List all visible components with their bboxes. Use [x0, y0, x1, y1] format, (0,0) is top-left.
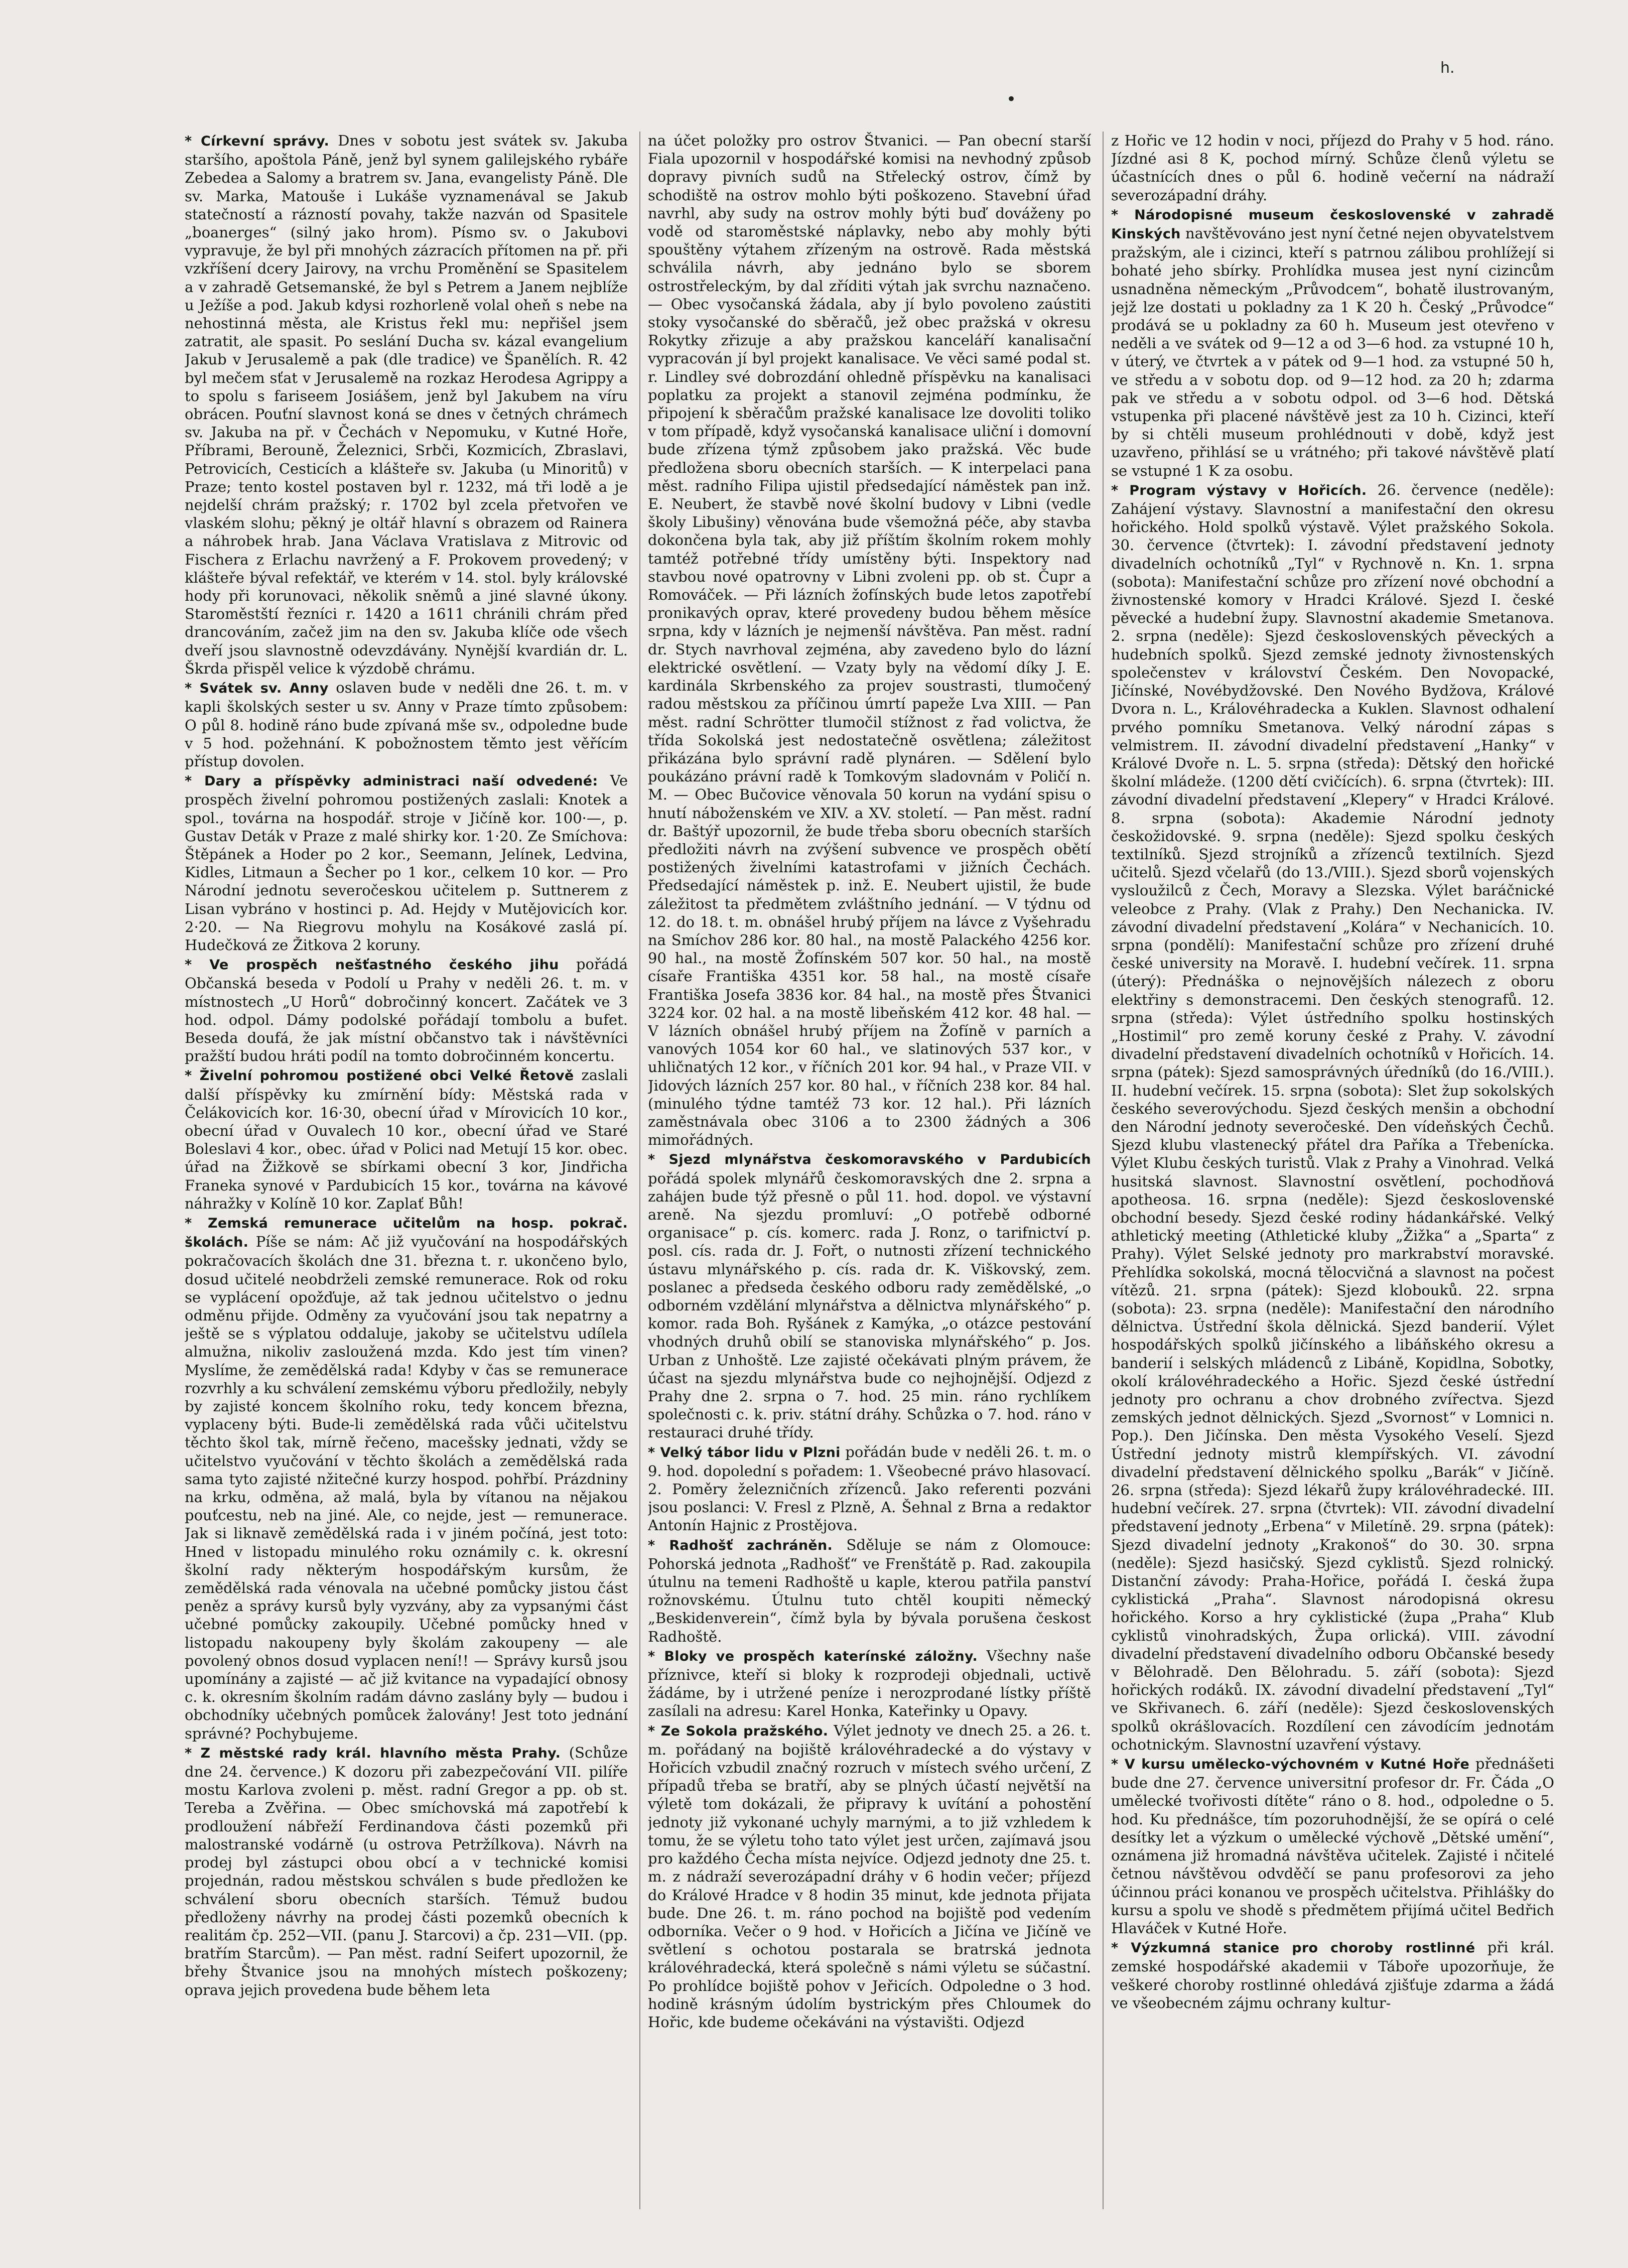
article-heading: * Z městské rady král. hlavního města Prahy. — [185, 1745, 561, 1761]
article-body-text: zaslali další příspěvky ku zmírnění bídy: Městská rada v Čelákovicích kor. 16·30, obecní úřad v Mírovicích 10 kor., obecní úřad v Ouvalech 10 kor., obecní úřad ve Staré Boleslavi 4 kor., obec. úřad v Polici nad Metují 15 kor. obec. úřad na Žižkově se sbírkami obecní 3 kor, Jindřicha Franeka synové v Pardubicích 15 kor., továrna na kávové náhražky v Kolíně 10 kor. Zaplať Bůh! — [185, 1066, 628, 1212]
article-paragraph — [185, 1214, 628, 1743]
article-paragraph — [1111, 481, 1554, 1754]
article-heading: * Výzkumná stanice pro choroby rostlinné — [1111, 1940, 1475, 1956]
article-body-text: Dnes v sobotu jest svátek sv. Jakuba staršího, apoštola Páně, jenž byl synem galilejského rybáře Zebedea a Salomy a bratrem sv. Jana, evangelisty Páně. Dle sv. Marka, Matouše i Lukáše vyznamenával se Jakub statečností a rázností povahy, takže nazván od Spasitele „boanerges“ (silný jako hrom). Písmo sv. o Jakubovi vypravuje, že byl při mnohých zázracích přítomen na př. při vzkříšení dcery Jairovy, na vrchu Proměnění se Spasitelem a v zahradě Getsemanské, že byl s Petrem a Janem nejblíže u Ježíše a pod. Jakub kdysi rozhorleně volal oheň s nebe na nehostinná města, ale Kristus řekl mu: nepřišel jsem zatratit, ale spasit. Po seslání Ducha sv. kázal evangelium Jakub v Jerusalemě a pak (dle tradice) ve Španělích. R. 42 byl mečem sťat v Jerusalemě na rozkaz Herodesa Agrippy a to spolu s fariseem Josiášem, jenž byl Jakubem na víru obrácen. Pouťní slavnost koná se dnes v četných chrámech sv. Jakuba na př. v Čechách v Nepomuku, v Kutné Hoře, Příbrami, Berouně, Železnici, Srbči, Kozmicích, Zbraslavi, Petrovicích, Cesticích a klášteře sv. Jakuba (u Minoritů) v Praze; tento kostel postaven byl r. 1232, má tři lodě a je nejdelší chrám pražský; r. 1702 byl zcela přetvořen ve vlaském slohu; pěkný je oltář hlavní s obrazem od Rainera a náhrobek hrab. Jana Václava Vratislava z Mitrovic od Fischera z Erlachu navržený a F. Prokovem provedený; v klášteře býval refektář, ve kterém v 14. stol. byly královské hody při korunovaci, několik sněmů a jiné slavné úkony. Staroměstští řezníci r. 1420 a 1611 chránili chrám před drancováním, začež jim na den sv. Jakuba klíče ode všech dveří jsou slavnostně odevzdávány. Nynější kvardián dr. L. Škrda přispěl velice k výzdobě chrámu. — [185, 132, 628, 677]
article-body-text: z Hořic ve 12 hodin v noci, příjezd do Prahy v 5 hod. ráno. Jízdné asi 8 K, pochod mírný. Schůze členů výletu se účastnících dnes o půl 6. hodině večerní na nádraží severozápadní dráhy. — [1111, 132, 1554, 204]
article-body-text: Ve prospěch živelní pohromou postižených zaslali: Knotek a spol., továrna na hospodář. stroje v Jičíně kor. 100·—, p. Gustav Deták v Praze z malé shirky kor. 1·20. Ze Smíchova: Štěpánek a Hoder po 2 kor., Seemann, Jelínek, Ledvina, Kidles, Litmaun a Šecher po 1 kor., celkem 10 kor. — Pro Národní jednotu severočeskou učitelem p. Suttnerem z Lisan vybráno v hostinci p. Ad. Hejdy v Mutějovicích kor. 2·20. — Na Riegrovu mohylu na Kosákové zaslá pí. Hudečková ze Žitkova 2 koruny. — [185, 772, 628, 954]
article-body-text: na účet položky pro ostrov Štvanici. — Pan obecní starší Fiala upozornil v hospodářské komisi na nevhodný způsob dopravy pivních sudů na Střelecký ostrov, čímž by schodiště na ostrov mohlo býti poškozeno. Stavební úřad navrhl, aby sudy na ostrov mohly býti buď dováženy po vodě od staroměstské náplavky, nebo aby mohly býti spouštěny výtahem zřízeným na ostrově. Rada městská schválila návrh, aby jednáno bylo se sborem ostrostřeleckým, by dal zříditi výtah jak svrchu naznačeno. — Obec vysočanská žádala, aby jí bylo povoleno zaústiti stoky vysočanské do sběračů, jež obec pražská v okresu Rokytky zřizuje a aby pražskou kanceláří kanalisační vypracován jí byl projekt kanalisace. Ve věci samé podal st. r. Lindley své dobrozdání ohledně příspěvku na kanalisaci poplatku za projekt a stanovil zejména podmínku, že připojení k sběračům pražské kanalisace lze dovoliti toliko v tom případě, když vysočanská kanalisace uliční i domovní bude zřízena týmž způsobem jako pražská. Věc bude předložena sboru obecních starších. — K interpelaci pana měst. radního Filipa ujistil předsedající náměstek pan inž. E. Neubert, že stavbě nové školní budovy v Libni (vedle školy Libušiny) věnována bude všemožná péče, aby stavba dokončena byla tak, aby již příštím školním rokem mohly tamtéž potřebné třídy umístěny býti. Inspektory nad stavbou nové opatrovny v Libni zvoleni pp. ob st. Čupr a Romováček. — Při lázních žofínských bude letos zapotřebí pronikavých oprav, které provedeny budou během měsíce srpna, kdy v lázních je nejmenší návštěva. Pan měst. radní dr. Stych navrhoval zejména, aby zavedeno bylo do lázní elektrické osvětlení. — Vzaty byly na vědomí díky J. E. kardinála Skrbenského za projev soustrasti, tlumočený radou městskou za příčinou úmrtí papeže Lva XIII. — Pan měst. radní Schrötter tlumočil stížnost z řad volictva, že třída Sokolská jest nedostatečně osvětlena; záležitost přikázána bylo správní radě plynáren. — Sdělení bylo poukázáno právní radě k Tomkovým sladovnám v Poličí n. M. — Obec Bučovice věnovala 50 korun na vydání spisu o hnutí náboženském ve XIV. a XV. století. — Pan měst. radní dr. Baštýř upozornil, že bude třeba sboru obecních starších předložiti návrh na zvýšení subvence ve prospěch obětí postižených živelními katastrofami v jižních Čechách. Předsedající náměstek p. inž. E. Neubert ujistil, že bude záležitost ta předmětem zvláštního jednání. — V týdnu od 12. do 18. t. m. obnášel hrubý příjem na lávce z Vyšehradu na Smíchov 286 kor. 80 hal., na mostě Palackého 4256 kor. 90 hal., na mostě Žofínském 507 kor. 50 hal., na mostě císaře Františka 4351 kor. 58 hal., na mostě císaře Františka Josefa 3836 kor. 84 hal., na mostě přes Štvanici 3224 kor. 02 hal. a na mostě libeňském 412 kor. 48 hal. — V lázních obnášel hrubý příjem na Žofíně v parních a vanových 1054 kor 60 hal., ve slatinových 537 kor., v uhličnatých 12 kor., v říčních 201 kor. 94 hal., v Praze VII. v Jidových lázních 257 kor. 80 hal., v říčních 238 kor. 84 hal. (minulého týdne tamtéž 73 kor. 12 hal.). Při lázních zaměstnávala obec 3106 a to 2300 žádných a 306 mimořádných. — [648, 132, 1091, 1149]
article-paragraph — [1111, 205, 1554, 480]
article-body-text: pořádá Občanská beseda v Podolí u Prahy v neděli 26. t. m. v místnostech „U Horů“ dobročinný koncert. Začátek ve 3 hod. odpol. Dámy podolské pořádají tombolu a bufet. Beseda doufá, že jak místní občanstvo tak i návštěvníci pražští budou hráti podíl na tomto dobročinném koncertu. — [185, 956, 628, 1065]
article-heading: * Ze Sokola pražského. — [648, 1723, 829, 1739]
article-heading: * Svátek sv. Anny — [185, 681, 329, 697]
article-body-text: pořádán bude v neděli 26. t. m. o 9. hod. dopolední s pořadem: 1. Všeobecné právo hlasovací. 2. Poměry železničních zřízenců. Jako referenti pozváni jsou poslanci: V. Fresl z Plzně, A. Šehnal z Brna a redaktor Antonín Hajnic z Prostějova. — [648, 1443, 1091, 1534]
article-heading: * Dary a příspěvky administraci naší odvedené: — [185, 773, 598, 789]
article-body-text: oslaven bude v neděli dne 26. t. m. v kapli školských sester u sv. Anny v Praze tímto způsobem: O půl 8. hodině ráno bude zpívaná mše sv., odpoledne bude v 5 hod. požehnání. K pobožnostem těmto jest věřícím přístup dovolen. — [185, 679, 628, 770]
article-paragraph — [1111, 1755, 1554, 1937]
article-heading: * Velký tábor lidu v Plzni — [648, 1444, 841, 1460]
article-heading: * V kursu umělecko-výchovném v Kutné Hoře — [1111, 1757, 1470, 1773]
article-heading: * Sjezd mlynářstva českomoravského v Pardubicích — [648, 1152, 1091, 1168]
article-paragraph — [648, 1647, 1091, 1720]
article-body-text: Všechny naše příznivce, kteří si bloky k rozprodeji objednali, uctivě žádáme, by i utržené peníze i nerozprodané lístky příště zasílali na adresu: Karel Honka, Kateřinky u Opavy. — [648, 1647, 1091, 1720]
article-paragraph — [1111, 131, 1554, 204]
page-corner-mark: • — [1006, 89, 1017, 109]
article-heading: * Zemská remunerace učitelům na hosp. pokrač. školách. — [185, 1215, 628, 1251]
article-paragraph — [648, 1721, 1091, 2031]
article-heading: * Církevní správy. — [185, 134, 330, 149]
article-body-text: Píše se nám: Ač již vyučování na hospodářských pokračovacích školách dne 31. března t. r. ukončeno bylo, dosud učitelé neobdrželi zemské remunerace. Rok od roku se vyplácení opožďuje, až tak jednou učitelstvo o jednu odměnu přijde. Odměny za vyučování jsou tak nepatrny a ještě se s výplatou oddaluje, jakoby se učitelstvu udílela almužna, nikoliv zasloužená mzda. Kdo jest tím vinen? Myslíme, že zemědělská rada! Kdyby v čas se remunerace rozvrhly a ku schválení zemskému výboru předložily, nebyly by zajisté koncem školního roku, tedy koncem března, vyplaceny býti. Bude-li zemědělská rada vůči učitelstvu těchto škol tak, mírně řečeno, macešsky jednati, vždy se učitelstvo vyučování v těchto školách a zemědělská rada sama tyto zajisté nžitečné kurzy hospod. pohřbí. Prázdniny na krku, odměna, až malá, byla by vítanou na nějakou pouťcestu, neb na jiné. Ale, co nejde, jest — remunerace. Jak si liknavě zemědělská rada i v jiném počíná, jest toto: Hned v listopadu minulého roku oznámily c. k. okresní školní rady některým hospodářským kursům, že zemědělská rada vénovala na učebné pomůcky jistou část peněz a správy kursů byly vyzvány, aby za vypsanými část učebné pomůcky zakoupily. Učebné pomůcky hned v listopadu nakoupeny byly školám zakoupeny — ale povolený obnos dosud vyplacen není!! — Správy kursů jsou upomínány a zajisté — ač již kvitance na vypadající obnosy c. k. okresním školním radám dávno zaslány byly — budou i obchodníky učebných pomůcek žalovány! Jest toto jednání správné? Pochybujeme. — [185, 1233, 628, 1742]
article-paragraph — [648, 131, 1091, 1149]
article-heading: * Bloky ve prospěch katerínské záložny. — [648, 1648, 978, 1664]
article-paragraph — [185, 955, 628, 1065]
article-paragraph — [185, 131, 628, 678]
column-1 — [185, 131, 628, 2219]
column-2 — [648, 131, 1091, 2219]
article-body-text: (Schůze dne 24. července.) K dozoru při zabezpečování VII. pilíře mostu Karlova zvoleni p. měst. radní Gregor a pp. ob st. Tereba a Zvěřina. — Obec smíchovská má zapotřebí k prodloužení nábřeží Ferdinandova části pozemků při malostranské vodárně (u ostrova Petržílkova). Návrh na prodej byl zástupci obou obcí a v technické komisi projednán, radou městskou schválen s bude předložen ke schválení sboru obecních starších. Témuž budou předloženy návrhy na prodej části pozemků obecních k realitám čp. 252—VII. (panu J. Starcovi) a čp. 231—VII. (pp. bratřím Starcům). — Pan měst. radní Seifert upozornil, že břehy Štvanice jsou na mnohých místech poškozeny; oprava jejich provedena bude během leta — [185, 1744, 628, 1998]
article-body-text: Výlet jednoty ve dnech 25. a 26. t. m. pořádaný na bojiště královéhradecké a do výstavy v Hořicích vzbudil značný rozruch v místech svého určení, Z případů třeba se bratří, aby se plných účastí největší na výletě tom dokázali, že připravy k uvítání a pohostění jednoty již vykonané uchyly marnými, a to již vzhledem k tomu, že se výletu toho tato výlet jest určen, zajímavá jsou pro každého Čecha místa nejvíce. Odjezd jednoty dne 25. t. m. z nádraží severozápadní dráhy v 6 hodin večer; příjezd do Králové Hradce v 8 hodin 35 minut, kde jednota přijata bude. Dne 26. t. m. ráno pochod na bojiště pod vedením odborníka. Večer o 9 hod. v Hořicích a Jičína ve Jičíně ve světlení s ochotou postarala se bratrská jednota královéhradecká, která společně s námi výletu se súčastní. Po prohlídce bojiště pohov v Jeřicích. Odpoledne o 3 hod. hodině krásným údolím bystrickým přes Chloumek do Hořic, kde budeme očekáváni na výstavišti. Odjezd — [648, 1721, 1091, 2031]
article-paragraph — [648, 1536, 1091, 1646]
article-paragraph — [185, 1744, 628, 1999]
article-heading: * Ve prospěch nešťastného českého jihu — [185, 957, 559, 973]
article-paragraph — [185, 679, 628, 770]
article-heading: * Radhošť zachráněn. — [648, 1537, 833, 1553]
article-body-text: přednášeti bude dne 27. července universitní profesor dr. Fr. Čáda „O umělecké tvořivosti dítěte“ ráno o 8. hod., odpoledne o 5. hod. Ku přednášce, tím pozoruhodnější, že se opírá o celé desítky let a výzkum o umělecké výchově „Dětské umění“, oznámena již hromadná návštěva učitelek. Zajisté i nčitelé četnou návštěvou odvděčí se panu profesorovi za jeho účinnou práci konanou ve prospěch učitelstva. Přihlášky do kursu a spolu ve shodě s předmětem přijímá učitel Bedřich Hlaváček v Kutné Hoře. — [1111, 1755, 1554, 1937]
article-body-text: Sděluje se nám z Olomouce: Pohorská jednota „Radhošť“ ve Frenštátě p. Rad. zakoupila útulnu na temeni Radhoště u kaple, kterou patřila panství rožnovskému. Útulnu tuto chtěl koupiti německý „Beskidenverein“, čímž byla by bývala porušena českost Radhoště. — [648, 1536, 1091, 1645]
article-paragraph — [648, 1443, 1091, 1535]
article-heading: * Národopisné museum československé v zahradě Kinských — [1111, 207, 1554, 242]
text-columns — [185, 131, 1555, 2219]
article-body-text: 26. července (neděle): Zahájení výstavy. Slavnostní a manifestační den okresu hořického. Hold spolků výstavě. Výlet pražského Sokola. 30. července (čtvrtek): I. závodní představení jednoty divadelních ochotníků „Tyl“ v Rychnově n. Kn. 1. srpna (sobota): Manifestační schůze pro zřízení nové obchodní a živnostenské komory v Hradci Králové. Sjezd I. české pěvecké a hudební župy. Slavnostní akademie Smetanova. 2. srpna (neděle): Sjezd československých pěveckých a hudebních spolků. Sjezd zemské jednoty živnostenských společenstev v království Českém. Den Novopacké, Jičínské, Novébydžovské. Den Nového Bydžova, Králové Dvora n. L., Královéhradecka a Kuklen. Slavnost odhalení prvého pomníku Smetanova. Velký národní zápas s velmistrem. II. závodní divadelní představení „Hanky“ v Králové Dvoře n. L. 5. srpna (středa): Dětský den hořické školní mládeže. (1200 dětí cvičících). 6. srpna (čtvrtek): III. závodní divadelní představení „Klepery“ v Hradci Králové. 8. srpna (sobota): Akademie Národní jednoty českožidovské. 9. srpna (neděle): Sjezd spolku českých textilníků. Sjezd strojníků a zřízenců textilních. Sjezd učitelů. Sjezd včelařů (do 13./VIII.). Sjezd sborů vojenských vysloužilců z Čech, Moravy a Slezska. Výlet baráčnické veleobce z Prahy. (Vlak z Prahy.) Den Nechanicka. IV. závodní divadelní představení „Kolára“ v Nechanicích. 10. srpna (pondělí): Manifestační schůze pro zřízení druhé české university na Moravě. I. hudební večírek. 11. srpna (úterý): Přednáška o nejnovějších nálezech z oboru elektřiny s demonstracemi. Den českých stenografů. 12. srpna (středa): Výlet ústředního spolku hostinských „Hostimil“ pro země koruny české z Prahy. V. závodní divadelní představení divadelních ochotníků v Hořicích. 14. srpna (pátek): Sjezd samosprávných úředníků (do 16./VIII.). II. hudební večírek. 15. srpna (sobota): Slet žup sokolských českého severovýchodu. Sjezd českých menšin a obchodní den Národní jednoty severočeské. Den vídeňských Čechů. Sjezd klubu vlastenecký přátel dra Paříka a Třebenícka. Výlet Klubu českých turistů. Vlak z Prahy a Vinohrad. Velká husitská slavnost. Slavnostní osvětlení, pochodňová apotheosa. 16. srpna (neděle): Sjezd československé obchodní besedy. Sjezd české rodiny hádankářské. Velký athletický meeting (Athletické kluby „Žižka“ a „Sparta“ z Prahy). Výlet Selské jednoty pro markrabství moravské. Přehlídka sokolská, mocná tělocvičná a slavnost na počest vítězů. 21. srpna (pátek): Sjezd klobouků. 22. srpna (sobota): 23. srpna (neděle): Manifestační den národního dělnictva. Ústřední škola dělnická. Sjezd banderií. Výlet hospodářských spolků jičínského a libáňského okresu a banderií i selských mládenců z Libáně, Kopidlna, Sobotky, okolí královéhradeckého a Hořic. Sjezd české ústřední jednoty pro ochranu a chov drobného zvířectva. Sjezd zemských jednot dělnických. Sjezd „Svornost“ v Lomnici n. Pop.). Den Jičínska. Den města Vysokého Veselí. Sjezd Ústřední jednoty mistrů klempířských. VI. závodní divadelní představení dělnického spolku „Barák“ v Jičíně. 26. srpna (středa): Sjezd lékařů župy královéhradecké. III. hudební večírek. 27. srpna (čtvrtek): VII. závodní divadelní představení jednoty „Erbena“ v Miletíně. 29. srpna (pátek): Sjezd divadelní jednoty „Krakonoš“ do 30. 30. srpna (neděle): Sjezd hasičský. Sjezd cyklistů. Sjezd rolnický. Distanční závody: Praha-Hořice, pořádá I. česká župa cyklistická „Praha“. Slavnost národopisná okresu hořického. Korso a hry cyklistické (župa „Praha“ Klub cyklistů vinohradských, Župa orlická). VIII. závodní divadelní představení divadelního odboru Občanské besedy v Bělohradě. Den Bělohradu. 5. září (sobota): Sjezd hořických rodáků. IX. závodní divadelní představení „Tyl“ ve Skřivanech. 6. září (neděle): Sjezd československých spolků okrášlovacích. Rozdílení cen závodícím jednotám ochotnickým. Slavnostní uzavření výstavy. — [1111, 481, 1554, 1753]
article-paragraph — [185, 1066, 628, 1213]
corner-mark: h. — [1440, 59, 1455, 77]
article-body-text: při král. zemské hospodářské akademii v Táboře upozorňuje, že veškeré choroby rostlinné ohledává zjišťuje zdarma a žádá ve všeobecném zájmu ochrany kultur- — [1111, 1939, 1554, 2012]
column-3 — [1111, 131, 1554, 2219]
article-body-text: navštěvováno jest nyní četné nejen obyvatelstvem pražským, ale i cizinci, kteří s patrnou zálibou prohlížejí si bohaté jeho sbírky. Prohlídka musea jest nyní cizincům usnadněna německým „Průvodcem“, bohatě ilustrovaným, jejž lze dostati u pokladny za 1 K 20 h. Český „Průvodce“ prodává se u pokladny za 60 h. Museum jest otevřeno v neděli a ve svátek od 9—12 a od 3—6 hod. za vstupné 10 h, v úterý, ve čtvrtek a v pátek od 9—1 hod. za vstupné 50 h, ve středu a v sobotu dop. od 9—12 hod. za 20 h; zdarma pak ve středu a v sobotu odpol. od 3—6 hod. Dětská vstupenka při placené návštěvě jest za 10 h. Cizinci, kteří by si chtěli museum prohlédnouti v době, když jest uzavřeno, přihlásí se u vrátného; při takové návštěvě platí se vstupné 1 K za osobu. — [1111, 225, 1554, 479]
article-body-text: pořádá spolek mlynářů českomoravských dne 2. srpna a zahájen bude týž přesně o půl 11. hod. dopol. ve výstavní areně. Na sjezdu promluví: „O potřebě odborné organisace“ p. cís. komerc. rada J. Ronz, o tarifnictví p. posl. cís. rada dr. J. Fořt, o nutnosti zřízení technického ústavu mlynářského p. cís. rada dr. K. Viškovský, zem. poslanec a předseda českého odboru rady zemědělské, „o odborném vzdělání mlynářstva a dělnictva mlynářského“ p. komor. rada Boh. Ryšánek z Kamýka, „o otázce pestování vhodných druhů obilí se stanoviska mlynářského“ p. Jos. Urban z Unhoště. Lze zajisté očekávati plným právem, že účast na sjezdu mlynářstva bude co nejhojnější. Odjezd z Prahy dne 2. srpna o 7. hod. 25 min. ráno rychlíkem společnosti c. k. priv. státní dráhy. Schůzka o 7. hod. ráno v restauraci druhé třídy. — [648, 1169, 1091, 1441]
article-paragraph — [1111, 1938, 1554, 2012]
article-heading: * Živelní pohromou postižené obci Velké Řetově — [185, 1068, 574, 1084]
article-paragraph — [648, 1150, 1091, 1441]
article-heading: * Program výstavy v Hořicích. — [1111, 482, 1367, 498]
article-paragraph — [185, 771, 628, 954]
